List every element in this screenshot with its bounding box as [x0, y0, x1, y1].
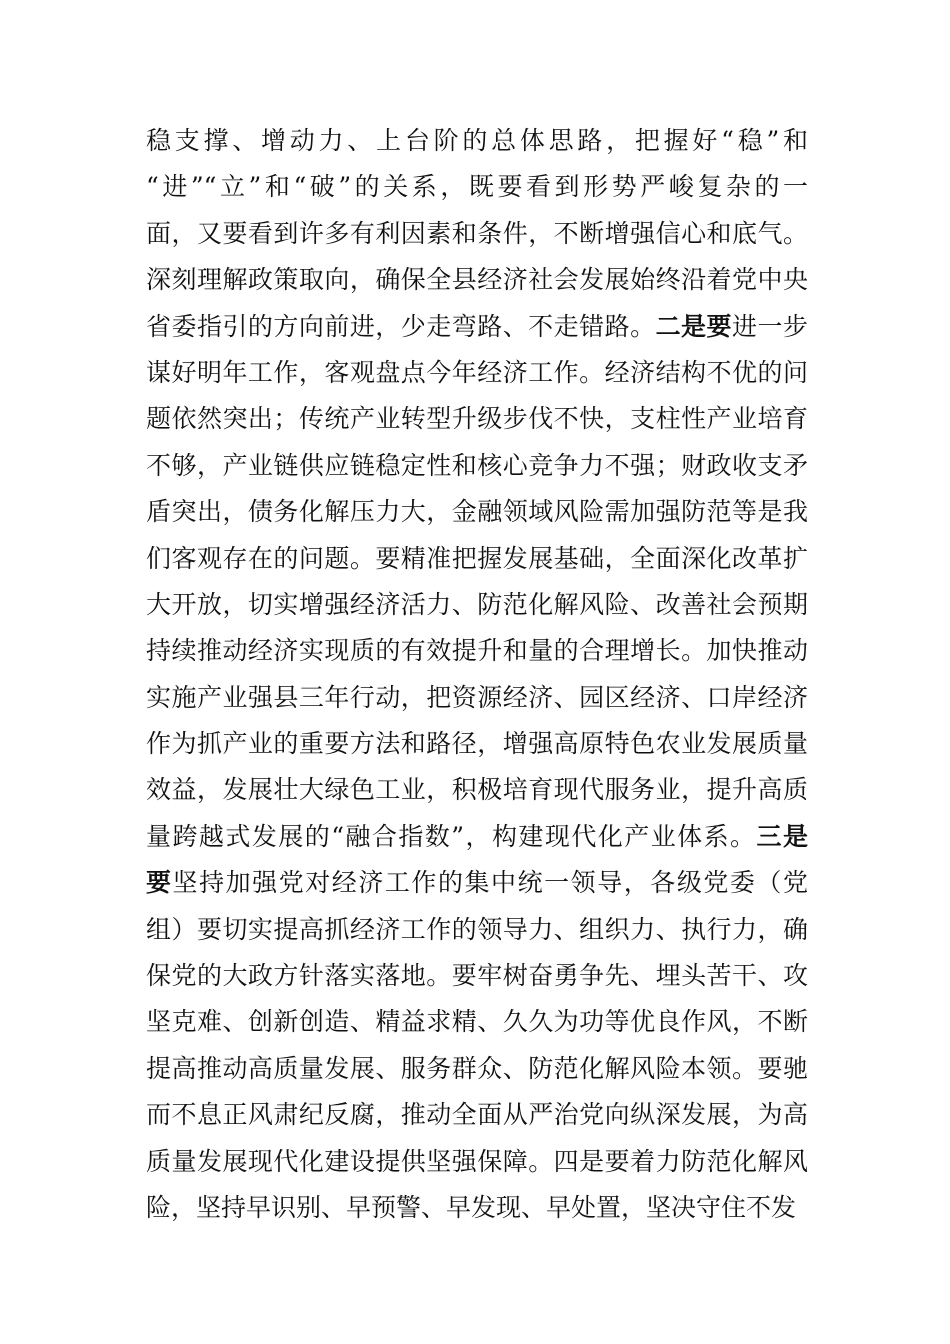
emphasis-label: 要 — [146, 868, 173, 898]
text-line: 保党的大政方针落实落地。要牢树奋勇争先、埋头苦干、攻 — [146, 961, 808, 991]
text-line: 持续推动经济实现质的有效提升和量的合理增长。加快推动 — [146, 636, 808, 666]
text-line: 坚克难、创新创造、精益求精、久久为功等优良作风，不断 — [146, 1007, 808, 1037]
text-line — [146, 860, 808, 906]
text-line: 面，又要看到许多有利因素和条件，不断增强信心和底气。 — [146, 218, 808, 248]
text-line: 题依然突出；传统产业转型升级步伐不快，支柱性产业培育 — [146, 404, 808, 434]
text-segment: 坚持加强党对经济工作的集中统一领导，各级党委（党 — [172, 868, 808, 898]
emphasis-label: 三是 — [756, 821, 808, 851]
text-segment: 省委指引的方向前进，少走弯路、不走错路。 — [146, 311, 656, 341]
text-line: 实施产业强县三年行动，把资源经济、园区经济、口岸经济 — [146, 682, 808, 712]
text-line — [146, 304, 808, 350]
text-line: 效益，发展壮大绿色工业，积极培育现代服务业，提升高质 — [146, 775, 808, 805]
text-line: 而不息正风肃纪反腐，推动全面从严治党向纵深发展，为高 — [146, 1100, 808, 1130]
text-line — [146, 814, 808, 860]
emphasis-label: 二是要 — [655, 311, 733, 341]
text-line: 谋好明年工作，客观盘点今年经济工作。经济结构不优的问 — [146, 357, 808, 387]
text-line: 险，坚持早识别、早预警、早发现、早处置，坚决守住不发 — [146, 1192, 797, 1222]
text-line: 作为抓产业的重要方法和路径，增强高原特色农业发展质量 — [146, 729, 808, 759]
text-segment: 量跨越式发展的“融合指数”，构建现代化产业体系。 — [146, 821, 757, 851]
text-segment: 进一步 — [732, 311, 808, 341]
text-line: 盾突出，债务化解压力大，金融领域风险需加强防范等是我 — [146, 497, 808, 527]
text-line: 大开放，切实增强经济活力、防范化解风险、改善社会预期 — [146, 589, 808, 619]
body-paragraph — [146, 118, 808, 1231]
text-line: 深刻理解政策取向，确保全县经济社会发展始终沿着党中央 — [146, 265, 808, 295]
text-line: 稳支撑、增动力、上台阶的总体思路，把握好“稳”和 — [146, 126, 808, 155]
text-line: 不够，产业链供应链稳定性和核心竞争力不强；财政收支矛 — [146, 450, 808, 480]
text-line: 组）要切实提高抓经济工作的领导力、组织力、执行力，确 — [146, 914, 808, 944]
text-line: 提高推动高质量发展、服务群众、防范化解风险本领。要驰 — [146, 1053, 808, 1083]
text-line: 们客观存在的问题。要精准把握发展基础，全面深化改革扩 — [146, 543, 808, 573]
text-line: 质量发展现代化建设提供坚强保障。四是要着力防范化解风 — [146, 1146, 808, 1176]
text-line: “进”“立”和“破”的关系，既要看到形势严峻复杂的一 — [146, 172, 808, 202]
